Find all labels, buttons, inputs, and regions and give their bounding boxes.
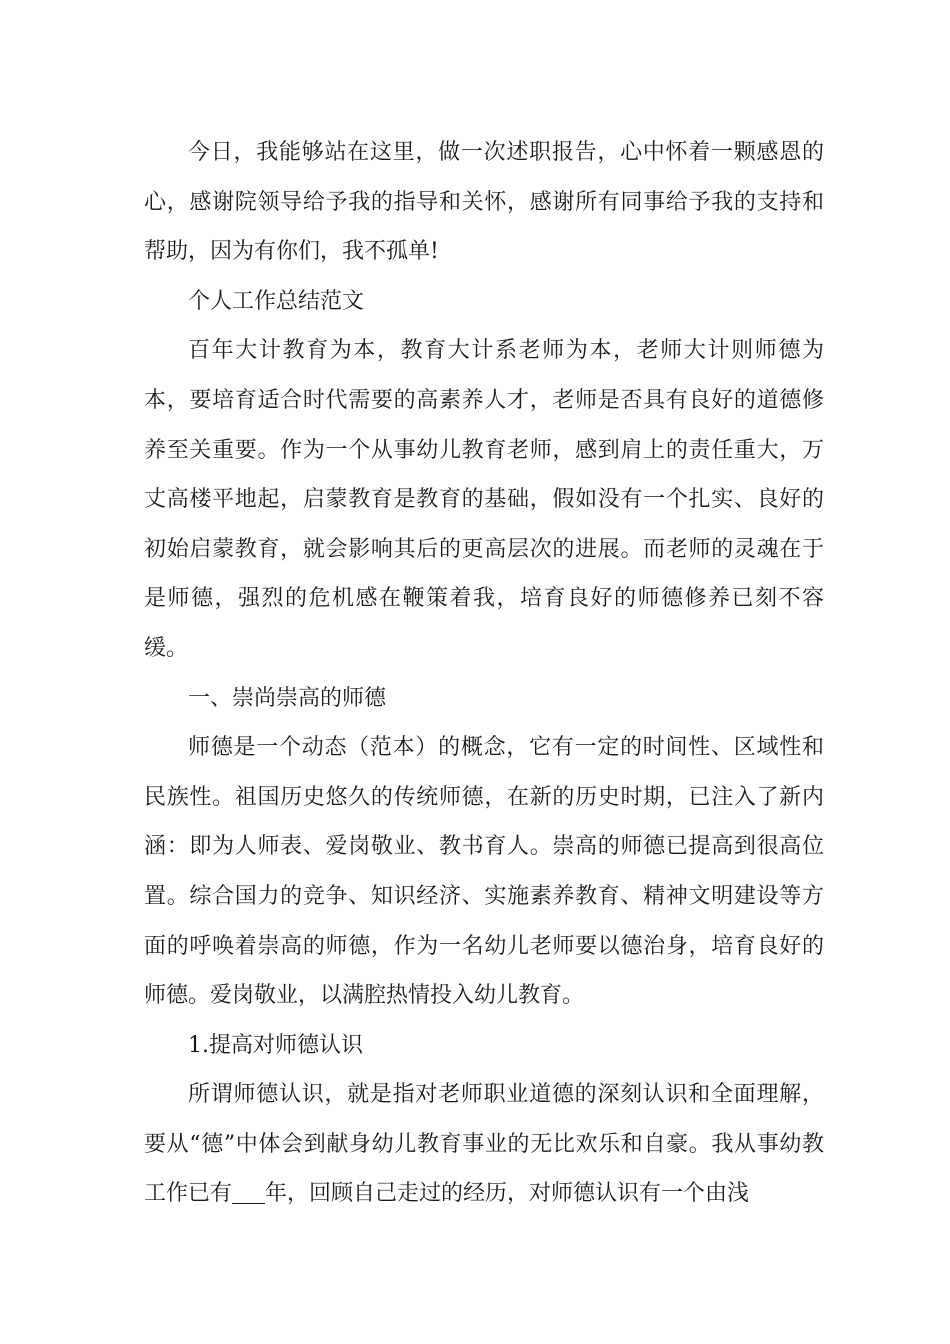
paragraph-ethics-concept: 师德是一个动态（范本）的概念，它有一定的时间性、区域性和民族性。祖国历史悠久的传统师德，在新的历史时期，已注入了新内涵：即为人师表、爱岗敬业、教书育人。崇高的师德已提高到很高位置。综合国力的竞争、知识经济、实施素养教育、精神文明建设等方面的呼唤着崇高的师德，作为一名幼儿老师要以德治身，培育良好的师德。爱岗敬业，以满腔热情投入幼儿教育。 xyxy=(144,735,824,1009)
heading-section-one: 一、崇尚崇高的师德 xyxy=(188,685,387,711)
document-body xyxy=(144,128,824,1219)
paragraph-ethics-awareness xyxy=(144,1070,824,1219)
years-blank xyxy=(232,1181,265,1204)
heading-summary-title: 个人工作总结范文 xyxy=(188,288,365,314)
paragraph-teacher-ethics-intro: 百年大计教育为本，教育大计系老师为本，老师大计则师德为本，要培育适合时代需要的高素养人才，老师是否具有良好的道德修养至关重要。作为一个从事幼儿教育老师，感到肩上的责任重大，万丈高楼平地起，启蒙教育是教育的基础，假如没有一个扎实、良好的初始启蒙教育，就会影响其后的更高层次的进展。而老师的灵魂在于是师德，强烈的危机感在鞭策着我，培育良好的师德修养已刻不容缓。 xyxy=(144,338,824,661)
paragraph-ethics-awareness-end: 年，回顾自己走过的经历，对师德认识有一个由浅 xyxy=(265,1181,750,1207)
paragraph-gratitude: 今日，我能够站在这里，做一次述职报告，心中怀着一颗感恩的心，感谢院领导给予我的指导和关怀，感谢所有同事给予我的支持和帮助，因为有你们，我不孤单! xyxy=(144,140,824,265)
paragraph-ethics-awareness-start: 所谓师德认识，就是指对老师职业道德的深刻认识和全面理解，要从“德”中体会到献身幼儿教育事业的无比欢乐和自豪。我从事幼教工作已有 xyxy=(144,1082,824,1207)
heading-subsection-one: 1.提高对师德认识 xyxy=(188,1032,363,1058)
